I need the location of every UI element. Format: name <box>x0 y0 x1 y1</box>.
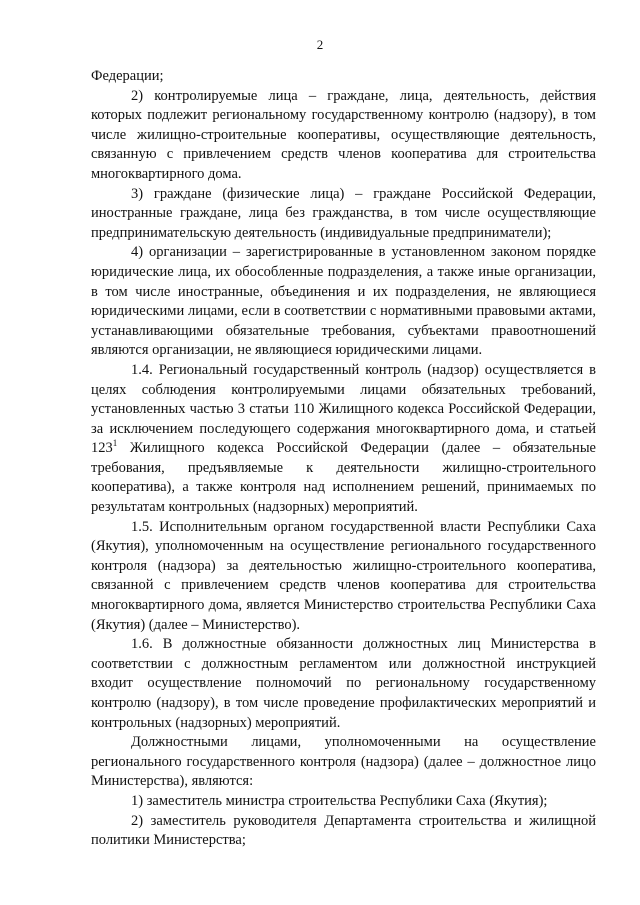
list-item-deputy-minister: 1) заместитель министра строительства Республики Саха (Якутия); <box>131 792 548 809</box>
paragraph-officials: Должностными лицами, уполномоченными на осуществление регионального государственного контроля (надзора) (далее – должностное лицо Министерства), являются: <box>91 734 596 790</box>
superscript-article-index: 1 <box>112 438 118 449</box>
paragraph-1-4-part-1: 1.4. Региональный государственный контроль (надзор) осуществляется в целях соблюдения контролируемыми лицами обязательных требований, установленных частью 3 статьи 110 Жилищного кодекса Российской Федерации, за исключением последующего содержания многоквартирного дома, и статьей 123 <box>91 361 596 457</box>
paragraph-organizations: 4) организации – зарегистрированные в установленном законом порядке юридические лица, их обособленные подразделения, а также иные организации, в том числе иностранные, объединения и их подразделения, не являющиеся юридическими лицами, если в соответствии с нормативными правовыми актами, устанавливающими обязательные требования, субъектами правоотношений являются организации, не являющиеся юридическими лицами. <box>91 244 596 359</box>
document-body <box>91 67 596 851</box>
paragraph-citizens: 3) граждане (физические лица) – граждане Российской Федерации, иностранные граждане, лица без гражданства, в том числе осуществляющие предпринимательскую деятельность (индивидуальные предприниматели); <box>91 185 596 241</box>
paragraph-controlled-persons: 2) контролируемые лица – граждане, лица, деятельность, действия которых подлежит региональному государственному контролю (надзору), в том числе жилищно-строительные кооперативы, осуществляющие деятельность, связанную с привлечением средств членов кооператива для строительства многоквартирного дома. <box>91 87 596 182</box>
paragraph-1-6: 1.6. В должностные обязанности должностных лиц Министерства в соответствии с должностным регламентом или должностной инструкцией входит осуществление полномочий по региональному государственному контролю (надзору), в том числе проведение профилактических мероприятий и контрольных (надзорных) мероприятий. <box>91 636 596 731</box>
paragraph-continuation: Федерации; <box>91 68 164 84</box>
paragraph-1-5: 1.5. Исполнительным органом государственной власти Республики Саха (Якутия), уполномоченным на осуществление регионального государственного контроля (надзора) за деятельностью жилищно-строительного кооператива, связанной с привлечением средств членов кооператива для строительства многоквартирного дома, является Министерство строительства Республики Саха (Якутия) (далее – Министерство). <box>91 518 596 633</box>
paragraph-1-4-part-2: Жилищного кодекса Российской Федерации (далее – обязательные требования, предъявляемые к деятельности жилищно-строительного кооператива), а также контроля над исполнением решений, принимаемых по результатам контрольных (надзорных) мероприятий. <box>91 440 596 516</box>
paragraph-1-4 <box>91 361 596 518</box>
page-number: 2 <box>316 37 324 52</box>
list-item-deputy-head: 2) заместитель руководителя Департамента строительства и жилищной политики Министерства; <box>91 812 596 849</box>
